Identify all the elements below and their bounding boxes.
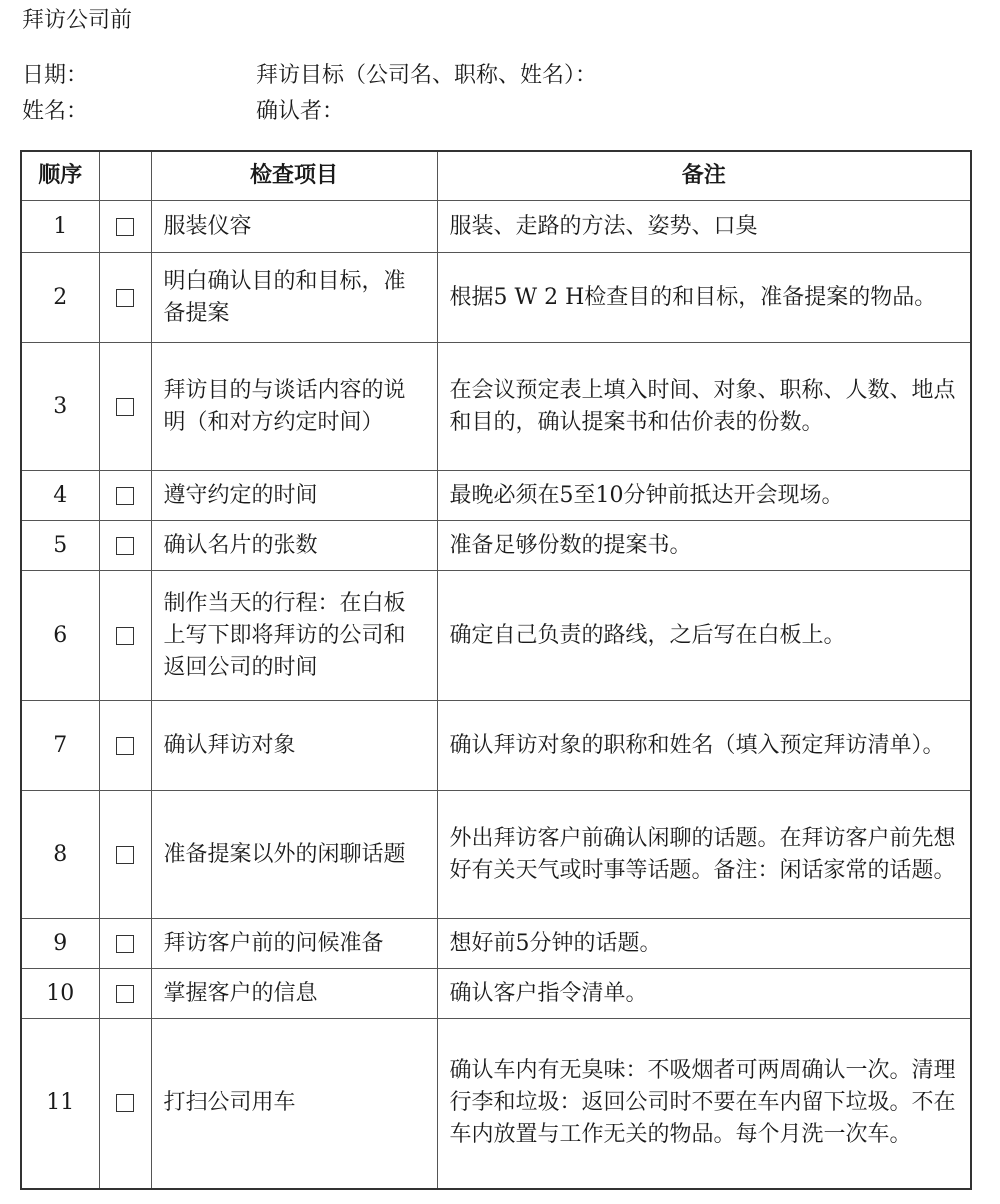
table-row bbox=[21, 471, 971, 521]
remark: 确定自己负责的路线，之后写在白板上。 bbox=[437, 571, 971, 701]
column-header-order: 顺序 bbox=[21, 151, 99, 201]
row-number: 1 bbox=[21, 201, 99, 253]
check-item: 掌握客户的信息 bbox=[151, 969, 437, 1019]
check-item: 制作当天的行程：在白板上写下即将拜访的公司和返回公司的时间 bbox=[151, 571, 437, 701]
check-item: 确认名片的张数 bbox=[151, 521, 437, 571]
page-title: 拜访公司前 bbox=[22, 8, 133, 33]
column-header-note: 备注 bbox=[437, 151, 971, 201]
table-header-row bbox=[21, 151, 971, 201]
remark: 准备足够份数的提案书。 bbox=[437, 521, 971, 571]
checkbox[interactable] bbox=[116, 737, 134, 755]
row-number: 3 bbox=[21, 343, 99, 471]
row-number: 11 bbox=[21, 1019, 99, 1189]
checkbox[interactable] bbox=[116, 985, 134, 1003]
check-item: 服装仪容 bbox=[151, 201, 437, 253]
remark: 想好前5分钟的话题。 bbox=[437, 919, 971, 969]
table-row bbox=[21, 521, 971, 571]
table-row bbox=[21, 201, 971, 253]
checkbox[interactable] bbox=[116, 846, 134, 864]
row-number: 4 bbox=[21, 471, 99, 521]
check-item: 遵守约定的时间 bbox=[151, 471, 437, 521]
table-row bbox=[21, 571, 971, 701]
row-number: 7 bbox=[21, 701, 99, 791]
table-row bbox=[21, 1019, 971, 1189]
remark: 根据5 W 2 H检查目的和目标，准备提案的物品。 bbox=[437, 253, 971, 343]
checkbox[interactable] bbox=[116, 289, 134, 307]
table-row bbox=[21, 343, 971, 471]
table-row bbox=[21, 791, 971, 919]
visit-target-label: 拜访目标（公司名、职称、姓名）： bbox=[256, 63, 598, 88]
remark: 服装、走路的方法、姿势、口臭 bbox=[437, 201, 971, 253]
name-label: 姓名： bbox=[22, 99, 89, 124]
table-row bbox=[21, 253, 971, 343]
row-number: 8 bbox=[21, 791, 99, 919]
row-number: 2 bbox=[21, 253, 99, 343]
remark: 最晚必须在5至10分钟前抵达开会现场。 bbox=[437, 471, 971, 521]
check-item: 打扫公司用车 bbox=[151, 1019, 437, 1189]
row-number: 9 bbox=[21, 919, 99, 969]
row-number: 10 bbox=[21, 969, 99, 1019]
header-line-2 bbox=[22, 94, 345, 125]
row-number: 5 bbox=[21, 521, 99, 571]
check-item: 明白确认目的和目标，准备提案 bbox=[151, 253, 437, 343]
check-item: 确认拜访对象 bbox=[151, 701, 437, 791]
checkbox[interactable] bbox=[116, 537, 134, 555]
checkbox[interactable] bbox=[116, 627, 134, 645]
checkbox[interactable] bbox=[116, 1094, 134, 1112]
table-row bbox=[21, 701, 971, 791]
table-row bbox=[21, 919, 971, 969]
row-number: 6 bbox=[21, 571, 99, 701]
remark: 确认拜访对象的职称和姓名（填入预定拜访清单）。 bbox=[437, 701, 971, 791]
checkbox[interactable] bbox=[116, 935, 134, 953]
checklist-table bbox=[20, 150, 972, 1190]
remark: 确认车内有无臭味：不吸烟者可两周确认一次。清理行李和垃圾：返回公司时不要在车内留下垃圾。不在车内放置与工作无关的物品。每个月洗一次车。 bbox=[437, 1019, 971, 1189]
date-label: 日期： bbox=[22, 63, 89, 88]
checkbox[interactable] bbox=[116, 398, 134, 416]
table-row bbox=[21, 969, 971, 1019]
checkbox[interactable] bbox=[116, 218, 134, 236]
check-item: 准备提案以外的闲聊话题 bbox=[151, 791, 437, 919]
remark: 确认客户指令清单。 bbox=[437, 969, 971, 1019]
header-line-1 bbox=[22, 58, 598, 89]
check-item: 拜访目的与谈话内容的说明（和对方约定时间） bbox=[151, 343, 437, 471]
column-header-check bbox=[99, 151, 151, 201]
confirmer-label: 确认者： bbox=[256, 99, 345, 124]
remark: 在会议预定表上填入时间、对象、职称、人数、地点和目的，确认提案书和估价表的份数。 bbox=[437, 343, 971, 471]
check-item: 拜访客户前的问候准备 bbox=[151, 919, 437, 969]
remark: 外出拜访客户前确认闲聊的话题。在拜访客户前先想好有关天气或时事等话题。备注：闲话家常的话题。 bbox=[437, 791, 971, 919]
checkbox[interactable] bbox=[116, 487, 134, 505]
column-header-item: 检查项目 bbox=[151, 151, 437, 201]
